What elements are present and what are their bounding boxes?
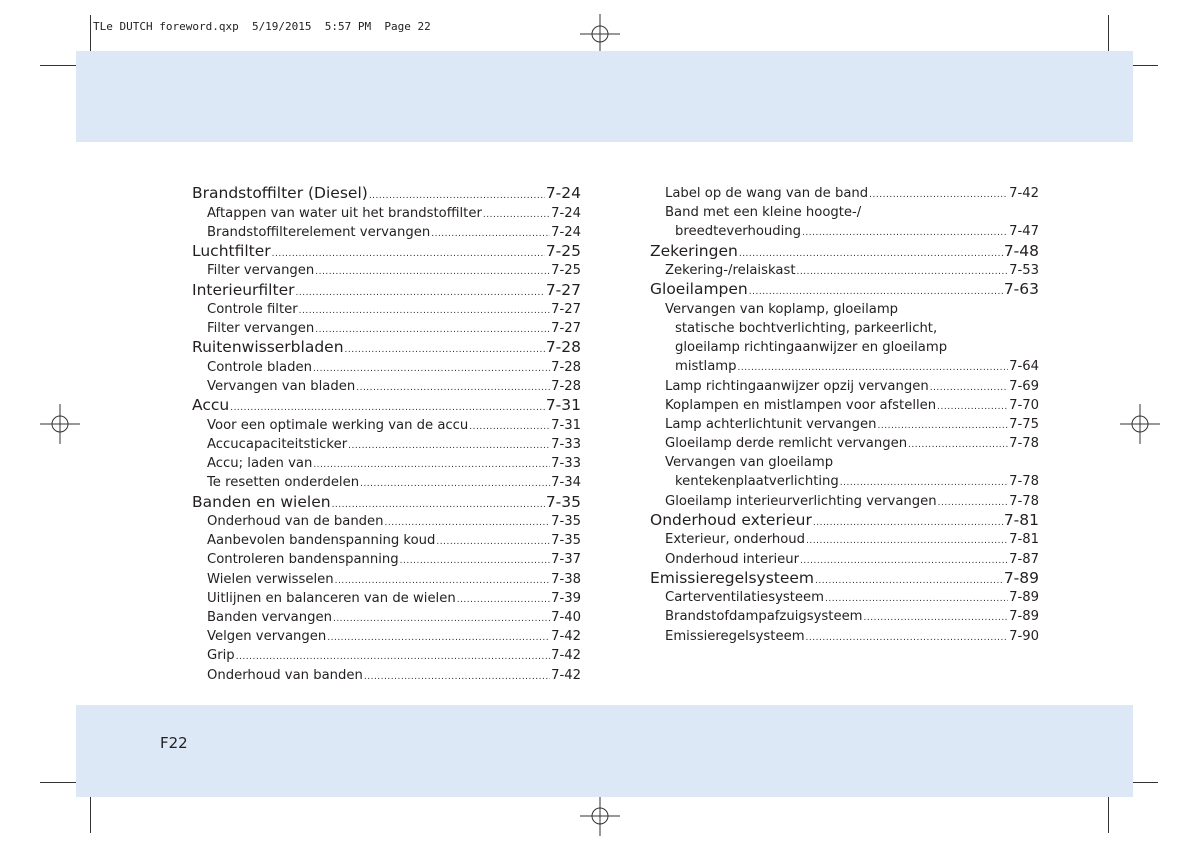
toc-entry-page: 7-47 <box>1009 224 1039 240</box>
toc-entry[interactable] <box>192 666 581 685</box>
toc-entry-title: Gloeilampen <box>650 280 748 299</box>
toc-dot-leader <box>364 668 550 685</box>
toc-dot-leader <box>878 417 1009 434</box>
toc-entry[interactable] <box>192 184 581 204</box>
toc-entry[interactable] <box>650 588 1039 607</box>
toc-entry[interactable] <box>650 396 1039 415</box>
toc-entry-page: 7-42 <box>551 629 581 645</box>
toc-entry[interactable] <box>192 627 581 646</box>
toc-entry[interactable] <box>192 608 581 627</box>
toc-entry-page: 7-42 <box>551 648 581 664</box>
toc-entry-page: 7-63 <box>1003 280 1039 299</box>
toc-dot-leader <box>802 224 1008 241</box>
toc-entry-title: Luchtfilter <box>192 241 271 260</box>
toc-dot-leader <box>749 283 1003 300</box>
toc-dot-leader <box>930 379 1008 396</box>
footer-band <box>76 705 1133 797</box>
toc-dot-leader <box>825 590 1008 607</box>
toc-entry-title: Gloeilamp interieurverlichting vervangen <box>665 493 937 509</box>
toc-entry-line <box>650 203 1039 222</box>
toc-dot-leader <box>348 437 550 454</box>
toc-entry-page: 7-24 <box>551 224 581 240</box>
toc-entry[interactable] <box>650 242 1039 262</box>
toc-entry-page: 7-25 <box>545 241 581 260</box>
toc-entry-title: Brandstoffilter (Diesel) <box>192 184 368 202</box>
toc-entry-title: Gloeilamp derde remlicht vervangen <box>665 436 908 452</box>
toc-entry-page: 7-24 <box>545 184 581 202</box>
toc-entry[interactable] <box>192 646 581 665</box>
toc-dot-leader <box>483 206 550 223</box>
toc-entry-page: 7-28 <box>551 379 581 395</box>
toc-entry-title: Accucapaciteitsticker <box>207 437 348 452</box>
toc-entry[interactable] <box>650 492 1039 511</box>
toc-dot-leader <box>806 532 1008 549</box>
toc-entry-page: 7-34 <box>551 475 581 491</box>
toc-entry-page: 7-27 <box>545 280 581 299</box>
toc-dot-leader <box>345 341 545 358</box>
toc-entry[interactable] <box>650 569 1039 589</box>
toc-entry-page: 7-81 <box>1009 532 1039 548</box>
toc-entry-title: Onderhoud interieur <box>665 551 800 567</box>
crop-mark <box>1108 15 1109 53</box>
toc-entry-page: 7-31 <box>551 417 581 433</box>
toc-entry[interactable] <box>650 627 1039 646</box>
toc-entry[interactable] <box>650 222 1039 241</box>
toc-entry-page: 7-27 <box>551 321 581 337</box>
toc-dot-leader <box>313 360 550 377</box>
toc-entry-text: Band met een kleine hoogte-/ <box>665 205 862 221</box>
toc-entry[interactable] <box>192 377 581 396</box>
toc-dot-leader <box>797 263 1009 280</box>
toc-entry-title: Te resetten onderdelen <box>207 475 360 491</box>
toc-entry-title: Banden en wielen <box>192 492 331 511</box>
crop-mark <box>40 782 78 783</box>
toc-entry[interactable] <box>192 281 581 301</box>
toc-entry-line <box>650 338 1039 357</box>
toc-dot-leader <box>236 648 550 665</box>
toc-entry[interactable] <box>192 435 581 454</box>
toc-dot-leader <box>937 398 1008 415</box>
toc-entry-page: 7-87 <box>1009 551 1039 567</box>
toc-dot-leader <box>864 609 1009 626</box>
toc-dot-leader <box>332 496 545 513</box>
toc-entry[interactable] <box>650 472 1039 491</box>
toc-dot-leader <box>469 418 550 435</box>
toc-entry-title: mistlamp <box>675 359 737 375</box>
toc-entry-title: Grip <box>207 648 235 664</box>
toc-entry-page: 7-35 <box>545 492 581 511</box>
toc-entry[interactable] <box>192 550 581 569</box>
toc-entry-page: 7-89 <box>1009 609 1039 625</box>
toc-entry[interactable] <box>192 589 581 608</box>
toc-entry-title: Uitlijnen en balanceren van de wielen <box>207 590 456 606</box>
toc-entry-title: Onderhoud van banden <box>207 667 363 683</box>
toc-dot-leader <box>457 591 550 608</box>
toc-entry-title: Onderhoud exterieur <box>650 510 812 529</box>
toc-entry[interactable] <box>192 493 581 513</box>
toc-entry-title: Aanbevolen bandenspanning koud <box>207 533 436 549</box>
toc-entry-text: Vervangen van gloeilamp <box>665 455 834 471</box>
toc-entry[interactable] <box>192 473 581 492</box>
toc-dot-leader <box>333 610 550 627</box>
toc-entry-title: Exterieur, onderhoud <box>665 532 806 548</box>
toc-entry-title: kentekenplaatverlichting <box>675 474 839 490</box>
toc-entry-title: Wielen verwisselen <box>207 571 334 587</box>
toc-entry-title: Lamp richtingaanwijzer opzij vervangen <box>665 378 929 394</box>
toc-entry-title: Banden vervangen <box>207 610 332 625</box>
toc-dot-leader <box>431 225 550 242</box>
toc-entry-page: 7-78 <box>1009 436 1039 452</box>
toc-dot-leader <box>369 187 545 204</box>
toc-entry-title: Lamp achterlichtunit vervangen <box>665 416 877 432</box>
toc-entry-page: 7-33 <box>551 456 581 472</box>
toc-entry[interactable] <box>650 415 1039 434</box>
toc-entry[interactable] <box>192 512 581 531</box>
crop-mark <box>1108 797 1109 833</box>
toc-entry-page: 7-42 <box>1009 186 1039 201</box>
toc-entry[interactable] <box>650 607 1039 626</box>
toc-entry[interactable] <box>650 280 1039 300</box>
toc-entry-title: Vervangen van bladen <box>207 379 356 395</box>
toc-dot-leader <box>295 284 544 301</box>
toc-entry[interactable] <box>650 377 1039 396</box>
toc-dot-leader <box>938 494 1008 511</box>
toc-entry-line <box>650 453 1039 472</box>
toc-entry-page: 7-39 <box>551 590 581 606</box>
toc-entry-title: Accu <box>192 396 230 415</box>
toc-entry-title: Voor een optimale werking van de accu <box>207 417 469 433</box>
toc-entry[interactable] <box>192 204 581 223</box>
toc-entry-page: 7-27 <box>551 302 581 318</box>
toc-entry-page: 7-25 <box>551 263 581 279</box>
toc-entry[interactable] <box>650 550 1039 569</box>
toc-entry-line <box>650 319 1039 338</box>
toc-dot-leader <box>299 302 550 319</box>
page-number: F22 <box>160 734 188 752</box>
registration-mark-icon <box>580 14 620 54</box>
toc-entry[interactable] <box>192 261 581 280</box>
toc-entry-page: 7-48 <box>1003 241 1039 260</box>
toc-dot-leader <box>335 572 550 589</box>
toc-dot-leader <box>315 263 550 280</box>
toc-entry-title: Filter vervangen <box>207 263 315 279</box>
toc-column-left <box>192 184 581 685</box>
toc-dot-leader <box>869 186 1008 203</box>
toc-entry-title: Controle filter <box>207 302 298 318</box>
toc-entry-page: 7-35 <box>551 514 581 530</box>
toc-entry-title: Filter vervangen <box>207 321 315 337</box>
toc-entry[interactable] <box>192 416 581 435</box>
toc-dot-leader <box>356 379 550 396</box>
toc-dot-leader <box>436 533 550 550</box>
toc-entry-title: Onderhoud van de banden <box>207 514 384 530</box>
crop-mark <box>90 15 91 53</box>
toc-entry-title: Interieurfilter <box>192 280 295 299</box>
toc-entry[interactable] <box>192 223 581 242</box>
toc-dot-leader <box>400 552 550 569</box>
toc-entry[interactable] <box>192 358 581 377</box>
toc-entry-page: 7-90 <box>1009 628 1039 644</box>
toc-entry[interactable] <box>192 338 581 358</box>
toc-entry-title: Koplampen en mistlampen voor afstellen <box>665 397 937 413</box>
toc-entry-page: 7-28 <box>545 338 581 357</box>
toc-dot-leader <box>738 359 1009 376</box>
toc-entry[interactable] <box>650 530 1039 549</box>
toc-dot-leader <box>800 552 1008 569</box>
toc-dot-leader <box>360 475 550 492</box>
toc-entry-page: 7-24 <box>551 205 581 221</box>
toc-entry-page: 7-89 <box>1003 568 1039 587</box>
toc-entry-title: Aftappen van water uit het brandstoffilter <box>207 205 482 221</box>
toc-entry[interactable] <box>650 511 1039 531</box>
toc-entry-title: Ruitenwisserbladen <box>192 338 344 357</box>
toc-entry-line <box>650 300 1039 319</box>
toc-entry-page: 7-28 <box>551 359 581 375</box>
toc-entry-page: 7-33 <box>551 437 581 452</box>
toc-entry-title: Carterventilatiesysteem <box>665 590 825 606</box>
toc-entry-page: 7-37 <box>551 552 581 568</box>
toc-entry-page: 7-42 <box>551 667 581 683</box>
toc-dot-leader <box>315 321 550 338</box>
toc-entry-title: breedteverhouding <box>675 224 802 240</box>
registration-mark-icon <box>40 404 80 444</box>
toc-entry[interactable] <box>192 454 581 473</box>
toc-entry-page: 7-89 <box>1009 590 1039 606</box>
toc-entry[interactable] <box>650 357 1039 376</box>
toc-entry[interactable] <box>650 261 1039 280</box>
toc-dot-leader <box>813 514 1003 531</box>
toc-dot-leader <box>272 245 545 262</box>
toc-entry[interactable] <box>192 319 581 338</box>
toc-entry-title: Zekering-/relaiskast <box>665 263 796 279</box>
toc-entry-page: 7-40 <box>551 610 581 625</box>
toc-entry-title: Label op de wang van de band <box>665 186 869 201</box>
registration-mark-icon <box>580 796 620 836</box>
toc-dot-leader <box>739 245 1003 262</box>
toc-entry-title: Brandstofdampafzuigsysteem <box>665 609 863 625</box>
toc-entry-title: Accu; laden van <box>207 456 313 472</box>
crop-mark <box>90 797 91 833</box>
toc-entry-text: statische bochtverlichting, parkeerlicht, <box>675 320 938 336</box>
registration-mark-icon <box>1120 404 1160 444</box>
toc-entry-text: Vervangen van koplamp, gloeilamp <box>665 301 899 317</box>
toc-dot-leader <box>230 399 545 416</box>
toc-entry-title: Controleren bandenspanning <box>207 552 399 568</box>
toc-entry-page: 7-75 <box>1009 416 1039 432</box>
toc-entry-title: Velgen vervangen <box>207 629 327 645</box>
toc-entry-title: Emissieregelsysteem <box>650 568 815 587</box>
crop-mark <box>40 65 78 66</box>
toc-entry[interactable] <box>192 531 581 550</box>
toc-entry-title: Emissieregelsysteem <box>665 628 805 644</box>
toc-dot-leader <box>840 474 1008 491</box>
toc-entry[interactable] <box>192 396 581 416</box>
toc-entry-text: gloeilamp richtingaanwijzer en gloeilamp <box>675 340 948 356</box>
toc-dot-leader <box>908 436 1008 453</box>
toc-entry[interactable] <box>192 300 581 319</box>
toc-entry-page: 7-78 <box>1009 493 1039 509</box>
toc-entry-page: 7-38 <box>551 571 581 587</box>
toc-entry-page: 7-64 <box>1009 359 1039 375</box>
toc-entry[interactable] <box>650 184 1039 203</box>
toc-entry-page: 7-81 <box>1003 510 1039 529</box>
toc-dot-leader <box>313 456 550 473</box>
toc-entry[interactable] <box>650 434 1039 453</box>
toc-entry-page: 7-70 <box>1009 397 1039 413</box>
toc-entry[interactable] <box>192 242 581 262</box>
toc-dot-leader <box>385 514 551 531</box>
toc-entry-title: Brandstoffilterelement vervangen <box>207 224 431 240</box>
toc-entry-page: 7-78 <box>1009 474 1039 490</box>
toc-entry-title: Controle bladen <box>207 359 312 375</box>
toc-entry-page: 7-31 <box>545 396 581 415</box>
toc-entry-page: 7-53 <box>1009 263 1039 279</box>
toc-entry[interactable] <box>192 570 581 589</box>
toc-dot-leader <box>327 629 550 646</box>
toc-column-right <box>650 184 1039 646</box>
toc-dot-leader <box>815 572 1003 589</box>
toc-entry-page: 7-69 <box>1009 378 1039 394</box>
toc-entry-page: 7-35 <box>551 533 581 549</box>
toc-dot-leader <box>806 629 1009 646</box>
toc-entry-title: Zekeringen <box>650 241 738 260</box>
printer-slug: TLe DUTCH foreword.qxp 5/19/2015 5:57 PM Page 22 <box>93 20 431 33</box>
header-band <box>76 51 1133 142</box>
